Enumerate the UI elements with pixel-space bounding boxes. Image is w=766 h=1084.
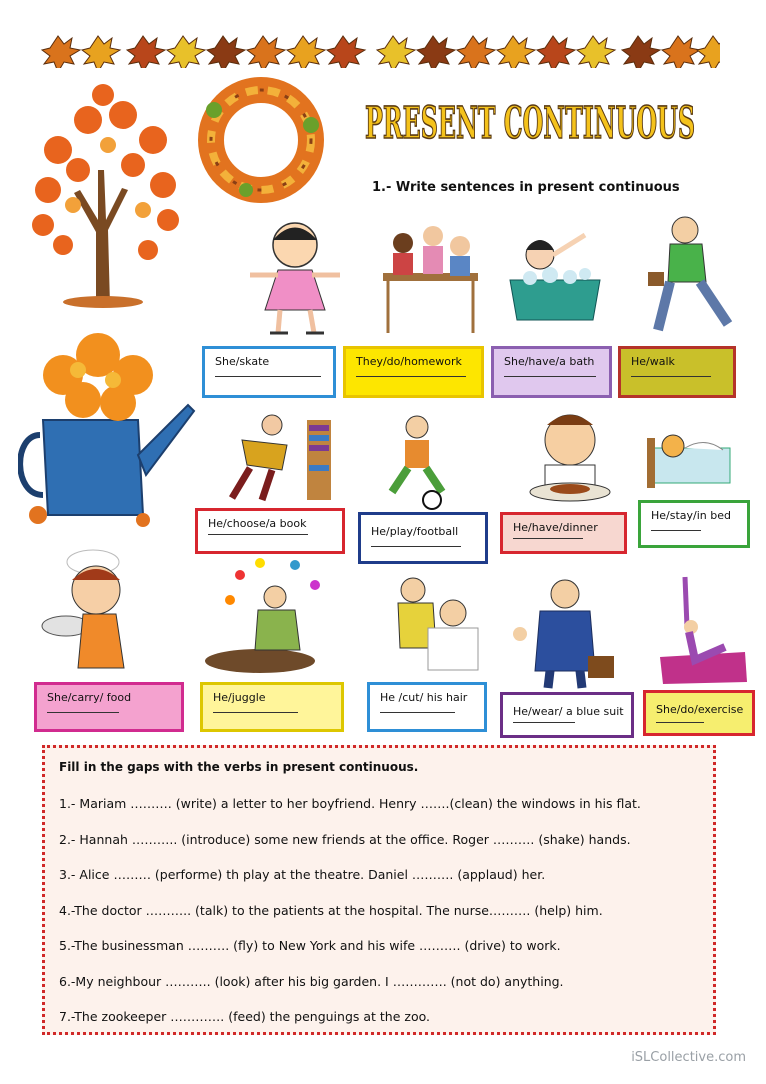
exercise2-panel bbox=[42, 745, 716, 1035]
leaf-border bbox=[40, 28, 720, 68]
prompt-box-9 bbox=[34, 682, 184, 732]
answer-line[interactable] bbox=[513, 722, 575, 723]
exercise2-sentence-5: 5.-The businessman ………. (fly) to New York and his wife ………. (drive) to work. bbox=[59, 938, 561, 953]
leaf-wreath-image bbox=[186, 70, 336, 210]
man-walking-image bbox=[640, 212, 745, 337]
watering-can-image bbox=[18, 325, 198, 530]
prompt-label: He/choose/a book bbox=[208, 517, 307, 530]
prompt-label: He/walk bbox=[631, 355, 675, 368]
prompt-label: He/play/football bbox=[371, 525, 459, 538]
prompt-label: He/juggle bbox=[213, 691, 266, 704]
prompt-box-6 bbox=[358, 512, 488, 564]
exercise2-sentence-2: 2.- Hannah ……….. (introduce) some new friends at the office. Roger ………. (shake) hands. bbox=[59, 832, 631, 847]
prompt-box-10 bbox=[200, 682, 344, 732]
autumn-leaf-icon bbox=[247, 36, 285, 68]
autumn-leaf-icon bbox=[417, 36, 455, 68]
answer-line[interactable] bbox=[631, 376, 711, 377]
prompt-label: He/stay/in bed bbox=[651, 509, 732, 522]
exercise2-sentence-3: 3.- Alice ……… (performe) th play at the theatre. Daniel ………. (applaud) her. bbox=[59, 867, 546, 882]
children-homework-image bbox=[378, 218, 483, 338]
prompt-box-7 bbox=[500, 512, 627, 554]
answer-line[interactable] bbox=[356, 376, 466, 377]
prompt-label: She/do/exercise bbox=[656, 703, 744, 716]
autumn-leaf-icon bbox=[577, 36, 615, 68]
man-juggling-image bbox=[200, 555, 335, 675]
autumn-leaf-icon bbox=[167, 36, 205, 68]
prompt-box-13 bbox=[643, 690, 755, 736]
exercise2-instruction: Fill in the gaps with the verbs in present continuous. bbox=[59, 760, 419, 774]
girl-skating-image bbox=[240, 215, 350, 345]
answer-line[interactable] bbox=[208, 534, 308, 535]
exercise2-sentence-1: 1.- Mariam ………. (write) a letter to her boyfriend. Henry …….(clean) the windows in his flat. bbox=[59, 796, 641, 811]
answer-line[interactable] bbox=[513, 538, 583, 539]
answer-line[interactable] bbox=[215, 376, 321, 377]
autumn-leaf-icon bbox=[622, 36, 660, 68]
prompt-box-12 bbox=[500, 692, 634, 738]
prompt-box-3 bbox=[491, 346, 612, 398]
answer-line[interactable] bbox=[47, 712, 119, 713]
exercise2-sentence-7: 7.-The zookeeper …………. (feed) the penguings at the zoo. bbox=[59, 1009, 431, 1024]
answer-line[interactable] bbox=[213, 712, 298, 713]
exercise2-sentence-4: 4.-The doctor ……….. (talk) to the patients at the hospital. The nurse………. (help) him. bbox=[59, 903, 603, 918]
prompt-box-11 bbox=[367, 682, 487, 732]
prompt-label: She/skate bbox=[215, 355, 270, 368]
autumn-leaf-icon bbox=[662, 36, 700, 68]
answer-line[interactable] bbox=[380, 712, 455, 713]
prompt-label: He/wear/ a blue suit bbox=[513, 705, 624, 718]
man-choosing-book-image bbox=[212, 410, 337, 505]
autumn-tree-image bbox=[18, 80, 188, 310]
answer-line[interactable] bbox=[656, 722, 704, 723]
autumn-leaf-icon bbox=[82, 36, 120, 68]
answer-line[interactable] bbox=[504, 376, 596, 377]
prompt-box-2 bbox=[343, 346, 484, 398]
prompt-box-5 bbox=[195, 508, 345, 554]
prompt-label: She/have/a bath bbox=[504, 355, 595, 368]
prompt-box-4 bbox=[618, 346, 736, 398]
man-eating-dinner-image bbox=[515, 410, 625, 505]
autumn-leaf-icon bbox=[327, 36, 365, 68]
autumn-leaf-icon bbox=[287, 36, 325, 68]
man-cutting-hair-image bbox=[378, 568, 483, 673]
answer-line[interactable] bbox=[371, 546, 461, 547]
autumn-leaf-icon bbox=[497, 36, 535, 68]
man-in-bed-image bbox=[645, 418, 735, 493]
woman-bath-image bbox=[505, 220, 605, 330]
businessman-suit-image bbox=[510, 576, 620, 691]
prompt-label: She/carry/ food bbox=[47, 691, 132, 704]
woman-exercising-image bbox=[655, 572, 750, 687]
autumn-leaf-icon bbox=[377, 36, 415, 68]
autumn-leaf-icon bbox=[457, 36, 495, 68]
exercise2-sentence-6: 6.-My neighbour ……….. (look) after his big garden. I …………. (not do) anything. bbox=[59, 974, 564, 989]
prompt-label: He /cut/ his hair bbox=[380, 691, 468, 704]
autumn-leaf-icon bbox=[537, 36, 575, 68]
prompt-box-8 bbox=[638, 500, 750, 548]
autumn-leaf-icon bbox=[127, 36, 165, 68]
autumn-leaf-icon bbox=[697, 36, 720, 68]
watermark-footer: iSLCollective.com bbox=[631, 1050, 746, 1065]
answer-line[interactable] bbox=[651, 530, 701, 531]
prompt-box-1 bbox=[202, 346, 336, 398]
autumn-leaf-icon bbox=[42, 36, 80, 68]
page-title bbox=[360, 86, 700, 156]
boy-football-image bbox=[372, 412, 467, 512]
autumn-leaf-icon bbox=[207, 36, 245, 68]
exercise1-instruction: 1.- Write sentences in present continuous bbox=[372, 180, 680, 195]
girl-carrying-food-image bbox=[38, 548, 153, 678]
prompt-label: He/have/dinner bbox=[513, 521, 598, 534]
prompt-label: They/do/homework bbox=[356, 355, 462, 368]
page-title-text: PRESENT CONTINUOUS bbox=[365, 98, 695, 149]
